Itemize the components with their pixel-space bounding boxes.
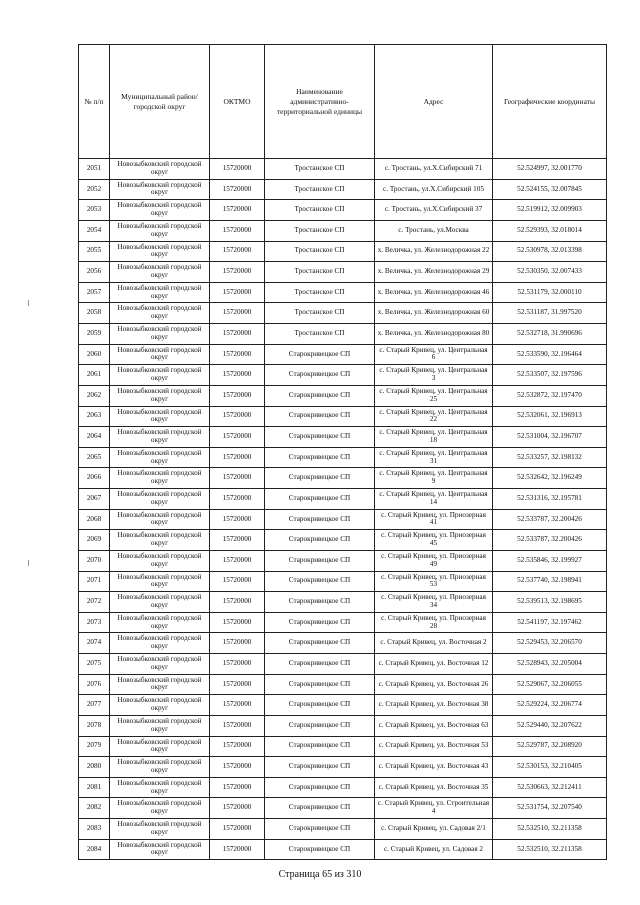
coordinates-cell: 52.519912, 32.009903 xyxy=(493,200,607,221)
table-row xyxy=(79,282,607,303)
address-cell: с. Старый Кривец, ул. Приозерная 49 xyxy=(375,550,493,571)
coordinates-cell: 52.530663, 32.212411 xyxy=(493,777,607,798)
column-header: ОКТМО xyxy=(210,45,265,159)
table-row xyxy=(79,489,607,510)
district-cell: Новозыбковский городской округ xyxy=(110,695,210,716)
row-number: 2059 xyxy=(79,324,110,345)
oktmo-cell: 15720000 xyxy=(210,489,265,510)
district-cell: Новозыбковский городской округ xyxy=(110,592,210,613)
oktmo-cell: 15720000 xyxy=(210,612,265,633)
address-cell: с. Тростань, ул.Москва xyxy=(375,220,493,241)
address-cell: с. Старый Кривец, ул. Восточная 35 xyxy=(375,777,493,798)
oktmo-cell: 15720000 xyxy=(210,468,265,489)
address-cell: х. Величка, ул. Железнодорожная 46 xyxy=(375,282,493,303)
table-row xyxy=(79,159,607,180)
row-number: 2065 xyxy=(79,447,110,468)
unit-cell: Тростанское СП xyxy=(265,324,375,345)
coordinates-cell: 52.529453, 32.206570 xyxy=(493,633,607,654)
district-cell: Новозыбковский городской округ xyxy=(110,447,210,468)
row-number: 2051 xyxy=(79,159,110,180)
row-number: 2062 xyxy=(79,385,110,406)
coordinates-cell: 52.532510, 32.211358 xyxy=(493,819,607,840)
oktmo-cell: 15720000 xyxy=(210,241,265,262)
coordinates-cell: 52.528943, 32.205004 xyxy=(493,654,607,675)
oktmo-cell: 15720000 xyxy=(210,406,265,427)
oktmo-cell: 15720000 xyxy=(210,777,265,798)
oktmo-cell: 15720000 xyxy=(210,385,265,406)
district-cell: Новозыбковский городской округ xyxy=(110,654,210,675)
row-number: 2070 xyxy=(79,550,110,571)
column-header: Адрес xyxy=(375,45,493,159)
unit-cell: Старокривецкое СП xyxy=(265,468,375,489)
column-header: № п/п xyxy=(79,45,110,159)
oktmo-cell: 15720000 xyxy=(210,550,265,571)
row-number: 2057 xyxy=(79,282,110,303)
unit-cell: Старокривецкое СП xyxy=(265,695,375,716)
address-cell: с. Старый Кривец, ул. Центральная 14 xyxy=(375,489,493,510)
row-number: 2069 xyxy=(79,530,110,551)
unit-cell: Старокривецкое СП xyxy=(265,385,375,406)
coordinates-cell: 52.533257, 32.198132 xyxy=(493,447,607,468)
address-cell: с. Старый Кривец, ул. Приозерная 34 xyxy=(375,592,493,613)
table-row xyxy=(79,241,607,262)
table-row xyxy=(79,654,607,675)
unit-cell: Старокривецкое СП xyxy=(265,530,375,551)
unit-cell: Тростанское СП xyxy=(265,179,375,200)
oktmo-cell: 15720000 xyxy=(210,571,265,592)
row-number: 2080 xyxy=(79,757,110,778)
unit-cell: Старокривецкое СП xyxy=(265,839,375,860)
oktmo-cell: 15720000 xyxy=(210,303,265,324)
table-row xyxy=(79,715,607,736)
oktmo-cell: 15720000 xyxy=(210,509,265,530)
table-row xyxy=(79,674,607,695)
address-cell: с. Старый Кривец, ул. Центральная 9 xyxy=(375,468,493,489)
table-row xyxy=(79,200,607,221)
row-number: 2071 xyxy=(79,571,110,592)
unit-cell: Старокривецкое СП xyxy=(265,592,375,613)
table-body xyxy=(79,159,607,860)
coordinates-cell: 52.532872, 32.197470 xyxy=(493,385,607,406)
coordinates-cell: 52.532718, 31.990696 xyxy=(493,324,607,345)
row-number: 2066 xyxy=(79,468,110,489)
coordinates-cell: 52.529440, 32.207622 xyxy=(493,715,607,736)
unit-cell: Старокривецкое СП xyxy=(265,777,375,798)
row-number: 2055 xyxy=(79,241,110,262)
oktmo-cell: 15720000 xyxy=(210,220,265,241)
row-number: 2073 xyxy=(79,612,110,633)
row-number: 2078 xyxy=(79,715,110,736)
oktmo-cell: 15720000 xyxy=(210,592,265,613)
row-number: 2060 xyxy=(79,344,110,365)
district-cell: Новозыбковский городской округ xyxy=(110,365,210,386)
address-cell: с. Старый Кривец, ул. Восточная 43 xyxy=(375,757,493,778)
table-row xyxy=(79,798,607,819)
district-cell: Новозыбковский городской округ xyxy=(110,798,210,819)
oktmo-cell: 15720000 xyxy=(210,365,265,386)
coordinates-cell: 52.530153, 32.210405 xyxy=(493,757,607,778)
district-cell: Новозыбковский городской округ xyxy=(110,324,210,345)
oktmo-cell: 15720000 xyxy=(210,530,265,551)
coordinates-cell: 52.529393, 32.018014 xyxy=(493,220,607,241)
row-number: 2061 xyxy=(79,365,110,386)
oktmo-cell: 15720000 xyxy=(210,447,265,468)
unit-cell: Старокривецкое СП xyxy=(265,654,375,675)
row-number: 2053 xyxy=(79,200,110,221)
district-cell: Новозыбковский городской округ xyxy=(110,736,210,757)
coordinates-cell: 52.529224, 32.206774 xyxy=(493,695,607,716)
oktmo-cell: 15720000 xyxy=(210,715,265,736)
table-row xyxy=(79,303,607,324)
row-number: 2068 xyxy=(79,509,110,530)
oktmo-cell: 15720000 xyxy=(210,633,265,654)
address-cell: х. Величка, ул. Железнодорожная 29 xyxy=(375,262,493,283)
table-row xyxy=(79,385,607,406)
unit-cell: Старокривецкое СП xyxy=(265,365,375,386)
coordinates-cell: 52.532061, 32.196913 xyxy=(493,406,607,427)
district-cell: Новозыбковский городской округ xyxy=(110,571,210,592)
unit-cell: Старокривецкое СП xyxy=(265,571,375,592)
table-row xyxy=(79,695,607,716)
unit-cell: Старокривецкое СП xyxy=(265,757,375,778)
district-cell: Новозыбковский городской округ xyxy=(110,550,210,571)
oktmo-cell: 15720000 xyxy=(210,654,265,675)
address-cell: с. Старый Кривец, ул. Приозерная 28 xyxy=(375,612,493,633)
address-cell: с. Старый Кривец, ул. Центральная 31 xyxy=(375,447,493,468)
coordinates-cell: 52.529067, 32.206055 xyxy=(493,674,607,695)
table-row xyxy=(79,509,607,530)
coordinates-cell: 52.533787, 32.200426 xyxy=(493,509,607,530)
row-number: 2083 xyxy=(79,819,110,840)
address-cell: х. Величка, ул. Железнодорожная 60 xyxy=(375,303,493,324)
table-row xyxy=(79,736,607,757)
unit-cell: Старокривецкое СП xyxy=(265,715,375,736)
unit-cell: Старокривецкое СП xyxy=(265,447,375,468)
table-row xyxy=(79,592,607,613)
coordinates-cell: 52.524155, 32.007845 xyxy=(493,179,607,200)
table-row xyxy=(79,179,607,200)
coordinates-cell: 52.533590, 32.196464 xyxy=(493,344,607,365)
row-number: 2064 xyxy=(79,427,110,448)
page-number: Страница 65 из 310 xyxy=(278,869,362,880)
table-row xyxy=(79,819,607,840)
district-cell: Новозыбковский городской округ xyxy=(110,633,210,654)
row-number: 2052 xyxy=(79,179,110,200)
registry-table xyxy=(78,44,607,860)
district-cell: Новозыбковский городской округ xyxy=(110,159,210,180)
district-cell: Новозыбковский городской округ xyxy=(110,468,210,489)
district-cell: Новозыбковский городской округ xyxy=(110,839,210,860)
oktmo-cell: 15720000 xyxy=(210,344,265,365)
coordinates-cell: 52.530978, 32.013398 xyxy=(493,241,607,262)
coordinates-cell: 52.531187, 31.997520 xyxy=(493,303,607,324)
table-row xyxy=(79,220,607,241)
district-cell: Новозыбковский городской округ xyxy=(110,489,210,510)
district-cell: Новозыбковский городской округ xyxy=(110,200,210,221)
address-cell: с. Старый Кривец, ул. Центральная 22 xyxy=(375,406,493,427)
row-number: 2082 xyxy=(79,798,110,819)
table-row xyxy=(79,406,607,427)
address-cell: с. Старый Кривец, ул. Восточная 26 xyxy=(375,674,493,695)
address-cell: с. Старый Кривец, ул. Центральная 25 xyxy=(375,385,493,406)
address-cell: с. Старый Кривец, ул. Садовая 2 xyxy=(375,839,493,860)
row-number: 2056 xyxy=(79,262,110,283)
row-number: 2074 xyxy=(79,633,110,654)
district-cell: Новозыбковский городской округ xyxy=(110,674,210,695)
coordinates-cell: 52.524997, 32.001770 xyxy=(493,159,607,180)
row-number: 2054 xyxy=(79,220,110,241)
district-cell: Новозыбковский городской округ xyxy=(110,303,210,324)
unit-cell: Старокривецкое СП xyxy=(265,550,375,571)
coordinates-cell: 52.539513, 32.198695 xyxy=(493,592,607,613)
unit-cell: Старокривецкое СП xyxy=(265,406,375,427)
coordinates-cell: 52.532642, 32.196249 xyxy=(493,468,607,489)
unit-cell: Тростанское СП xyxy=(265,282,375,303)
unit-cell: Старокривецкое СП xyxy=(265,819,375,840)
district-cell: Новозыбковский городской округ xyxy=(110,757,210,778)
table-row xyxy=(79,344,607,365)
address-cell: с. Старый Кривец, ул. Восточная 38 xyxy=(375,695,493,716)
coordinates-cell: 52.533507, 32.197596 xyxy=(493,365,607,386)
oktmo-cell: 15720000 xyxy=(210,674,265,695)
district-cell: Новозыбковский городской округ xyxy=(110,777,210,798)
row-number: 2079 xyxy=(79,736,110,757)
address-cell: с. Тростань, ул.Х.Сибирский 105 xyxy=(375,179,493,200)
oktmo-cell: 15720000 xyxy=(210,757,265,778)
district-cell: Новозыбковский городской округ xyxy=(110,715,210,736)
table-row xyxy=(79,612,607,633)
unit-cell: Старокривецкое СП xyxy=(265,674,375,695)
table-row xyxy=(79,839,607,860)
table-header-row xyxy=(79,45,607,159)
address-cell: с. Старый Кривец, ул. Приозерная 53 xyxy=(375,571,493,592)
district-cell: Новозыбковский городской округ xyxy=(110,530,210,551)
table-row xyxy=(79,757,607,778)
unit-cell: Старокривецкое СП xyxy=(265,798,375,819)
coordinates-cell: 52.533787, 32.200426 xyxy=(493,530,607,551)
coordinates-cell: 52.541197, 32.197462 xyxy=(493,612,607,633)
oktmo-cell: 15720000 xyxy=(210,798,265,819)
oktmo-cell: 15720000 xyxy=(210,839,265,860)
table-row xyxy=(79,262,607,283)
table-row xyxy=(79,550,607,571)
address-cell: с. Старый Кривец, ул. Центральная 6 xyxy=(375,344,493,365)
district-cell: Новозыбковский городской округ xyxy=(110,241,210,262)
address-cell: с. Старый Кривец, ул. Строительная 4 xyxy=(375,798,493,819)
coordinates-cell: 52.531004, 32.196707 xyxy=(493,427,607,448)
oktmo-cell: 15720000 xyxy=(210,819,265,840)
address-cell: с. Старый Кривец, ул. Восточная 2 xyxy=(375,633,493,654)
row-number: 2076 xyxy=(79,674,110,695)
column-header: Географические координаты xyxy=(493,45,607,159)
address-cell: с. Старый Кривец, ул. Центральная 3 xyxy=(375,365,493,386)
oktmo-cell: 15720000 xyxy=(210,179,265,200)
coordinates-cell: 52.535846, 32.199927 xyxy=(493,550,607,571)
address-cell: с. Старый Кривец, ул. Садовая 2/1 xyxy=(375,819,493,840)
oktmo-cell: 15720000 xyxy=(210,736,265,757)
address-cell: х. Величка, ул. Железнодорожная 80 xyxy=(375,324,493,345)
oktmo-cell: 15720000 xyxy=(210,200,265,221)
oktmo-cell: 15720000 xyxy=(210,282,265,303)
district-cell: Новозыбковский городской округ xyxy=(110,385,210,406)
unit-cell: Тростанское СП xyxy=(265,241,375,262)
unit-cell: Старокривецкое СП xyxy=(265,344,375,365)
coordinates-cell: 52.532510, 32.211358 xyxy=(493,839,607,860)
row-number: 2063 xyxy=(79,406,110,427)
district-cell: Новозыбковский городской округ xyxy=(110,344,210,365)
address-cell: с. Старый Кривец, ул. Восточная 63 xyxy=(375,715,493,736)
scan-mark xyxy=(28,300,29,306)
row-number: 2084 xyxy=(79,839,110,860)
address-cell: с. Старый Кривец, ул. Центральная 18 xyxy=(375,427,493,448)
coordinates-cell: 52.531754, 32.207540 xyxy=(493,798,607,819)
district-cell: Новозыбковский городской округ xyxy=(110,282,210,303)
district-cell: Новозыбковский городской округ xyxy=(110,819,210,840)
district-cell: Новозыбковский городской округ xyxy=(110,612,210,633)
address-cell: с. Тростань, ул.Х.Сибирский 71 xyxy=(375,159,493,180)
row-number: 2058 xyxy=(79,303,110,324)
table-row xyxy=(79,468,607,489)
row-number: 2077 xyxy=(79,695,110,716)
column-header: Муниципальный район/городской округ xyxy=(110,45,210,159)
unit-cell: Тростанское СП xyxy=(265,200,375,221)
coordinates-cell: 52.529787, 32.208920 xyxy=(493,736,607,757)
coordinates-cell: 52.537740, 32.198941 xyxy=(493,571,607,592)
district-cell: Новозыбковский городской округ xyxy=(110,509,210,530)
unit-cell: Старокривецкое СП xyxy=(265,489,375,510)
unit-cell: Старокривецкое СП xyxy=(265,736,375,757)
address-cell: с. Старый Кривец, ул. Приозерная 41 xyxy=(375,509,493,530)
unit-cell: Старокривецкое СП xyxy=(265,509,375,530)
address-cell: с. Старый Кривец, ул. Восточная 12 xyxy=(375,654,493,675)
address-cell: с. Тростань, ул.Х.Сибирский 37 xyxy=(375,200,493,221)
row-number: 2072 xyxy=(79,592,110,613)
district-cell: Новозыбковский городской округ xyxy=(110,179,210,200)
oktmo-cell: 15720000 xyxy=(210,159,265,180)
scan-mark xyxy=(28,560,29,566)
oktmo-cell: 15720000 xyxy=(210,427,265,448)
coordinates-cell: 52.530350, 32.007433 xyxy=(493,262,607,283)
address-cell: х. Величка, ул. Железнодорожная 22 xyxy=(375,241,493,262)
unit-cell: Тростанское СП xyxy=(265,220,375,241)
table-row xyxy=(79,777,607,798)
district-cell: Новозыбковский городской округ xyxy=(110,262,210,283)
row-number: 2075 xyxy=(79,654,110,675)
unit-cell: Старокривецкое СП xyxy=(265,633,375,654)
table-row xyxy=(79,427,607,448)
oktmo-cell: 15720000 xyxy=(210,695,265,716)
unit-cell: Тростанское СП xyxy=(265,159,375,180)
oktmo-cell: 15720000 xyxy=(210,324,265,345)
coordinates-cell: 52.531179, 32.000110 xyxy=(493,282,607,303)
table-row xyxy=(79,571,607,592)
unit-cell: Старокривецкое СП xyxy=(265,612,375,633)
table-row xyxy=(79,324,607,345)
table-row xyxy=(79,447,607,468)
table-row xyxy=(79,530,607,551)
row-number: 2067 xyxy=(79,489,110,510)
district-cell: Новозыбковский городской округ xyxy=(110,220,210,241)
unit-cell: Тростанское СП xyxy=(265,303,375,324)
unit-cell: Тростанское СП xyxy=(265,262,375,283)
oktmo-cell: 15720000 xyxy=(210,262,265,283)
table-row xyxy=(79,365,607,386)
address-cell: с. Старый Кривец, ул. Восточная 53 xyxy=(375,736,493,757)
address-cell: с. Старый Кривец, ул. Приозерная 45 xyxy=(375,530,493,551)
row-number: 2081 xyxy=(79,777,110,798)
unit-cell: Старокривецкое СП xyxy=(265,427,375,448)
district-cell: Новозыбковский городской округ xyxy=(110,427,210,448)
table-row xyxy=(79,633,607,654)
column-header: Наименование административно-территориальной единицы xyxy=(265,45,375,159)
coordinates-cell: 52.531316, 32.195781 xyxy=(493,489,607,510)
district-cell: Новозыбковский городской округ xyxy=(110,406,210,427)
